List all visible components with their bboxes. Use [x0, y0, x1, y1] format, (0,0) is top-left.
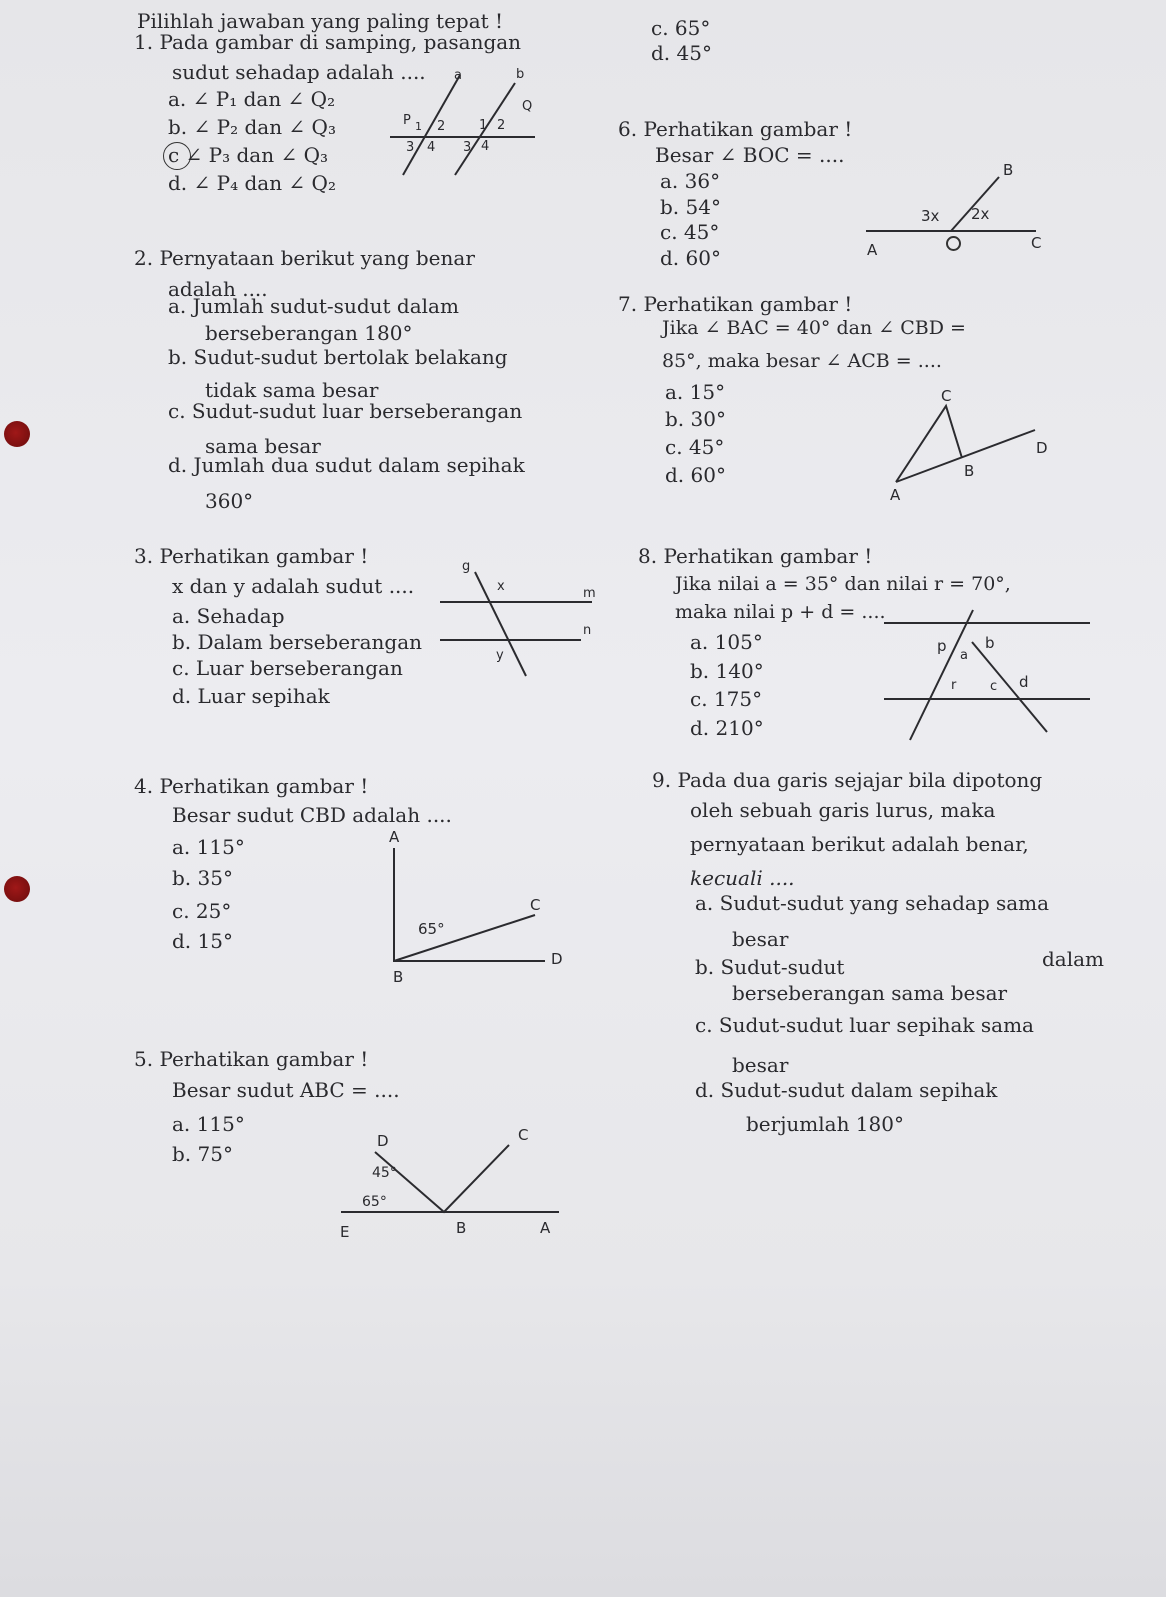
q7-option-b: b. 30° [665, 407, 726, 431]
q9-option-c-cont: besar [732, 1053, 789, 1077]
q5-option-a: a. 115° [172, 1112, 245, 1136]
q5-label-d: D [377, 1132, 389, 1150]
q6-label-c: C [1031, 234, 1042, 252]
q4-label-b: B [393, 968, 404, 986]
q2-option-d-cont: 360° [205, 489, 254, 513]
q5-stem: 5. Perhatikan gambar ! [134, 1047, 369, 1071]
q2-option-c-cont: sama besar [205, 434, 321, 458]
q7-label-b: B [964, 462, 975, 480]
q3-label-y: y [496, 648, 504, 663]
q3-option-b: b. Dalam berseberangan [172, 630, 423, 654]
q1-angle-label: 4 [427, 140, 436, 155]
q4-option-d: d. 15° [172, 929, 233, 953]
q2-option-b-cont: tidak sama besar [205, 378, 379, 402]
q7-option-d: d. 60° [665, 463, 726, 487]
q4-angle-65: 65° [418, 920, 445, 938]
q7-stem: Jika ∠ BAC = 40° dan ∠ CBD = [662, 317, 966, 339]
q9-stem: kecuali .... [690, 866, 795, 890]
q4-label-c: C [530, 896, 541, 914]
q3-option-a: a. Sehadap [172, 604, 285, 628]
q7-option-c: c. 45° [665, 435, 725, 459]
q1-option-c: c ∠ P₃ dan ∠ Q₃ [168, 143, 328, 167]
q9-option-d: d. Sudut-sudut dalam sepihak [695, 1078, 998, 1102]
q9-option-b-word: dalam [1042, 947, 1105, 971]
q8-label-c: c [990, 679, 998, 694]
q2-stem: adalah .... [168, 277, 268, 301]
q1-angle-label: 4 [481, 139, 490, 154]
q1-option-b: b. ∠ P₂ dan ∠ Q₃ [168, 115, 336, 139]
q7-stem: 7. Perhatikan gambar ! [618, 292, 853, 316]
q6-label-3x: 3x [921, 207, 940, 225]
q3-option-c: c. Luar berseberangan [172, 656, 403, 680]
q7-label-d: D [1036, 439, 1048, 457]
q8-label-b: b [985, 634, 995, 652]
q6-option-a: a. 36° [660, 169, 721, 193]
q1-angle-label: 2 [497, 118, 506, 133]
q5-label-b: B [456, 1219, 467, 1237]
q6-option-c: c. 45° [660, 220, 720, 244]
q7-option-a: a. 15° [665, 380, 726, 404]
q1-angle-label: 3 [463, 140, 472, 155]
q5-angle-45: 45° [372, 1165, 397, 1181]
q4-option-b: b. 35° [172, 866, 233, 890]
q9-option-b: b. Sudut-sudut [695, 955, 845, 979]
q8-option-d: d. 210° [690, 716, 764, 740]
q6-label-2x: 2x [971, 205, 990, 223]
q5-stem: Besar sudut ABC = .... [172, 1078, 400, 1102]
q6-option-b: b. 54° [660, 195, 721, 219]
q9-stem: 9. Pada dua garis sejajar bila dipotong [652, 768, 1043, 792]
q8-option-c: c. 175° [690, 687, 763, 711]
q4-option-c: c. 25° [172, 899, 232, 923]
q1-angle-label: 3 [406, 140, 415, 155]
prev-option-d: d. 45° [651, 41, 712, 65]
q8-stem: Jika nilai a = 35° dan nilai r = 70°, [675, 573, 1011, 595]
q2-option-a-cont: berseberangan 180° [205, 321, 413, 345]
q6-label-b: B [1003, 161, 1014, 179]
q8-stem: 8. Perhatikan gambar ! [638, 544, 873, 568]
q8-label-p: p [937, 637, 947, 655]
q1-angle-label: 1 [415, 120, 422, 133]
q3-label-x: x [497, 579, 505, 594]
q1-stem: 1. Pada gambar di samping, pasangan [134, 30, 522, 54]
q8-option-a: a. 105° [690, 630, 763, 654]
q9-stem: pernyataan berikut adalah benar, [690, 832, 1029, 856]
q7-label-a: A [890, 486, 901, 504]
q6-label-a: A [867, 241, 878, 259]
q5-label-a: A [540, 1219, 551, 1237]
q3-option-d: d. Luar sepihak [172, 684, 330, 708]
q8-label-r: r [951, 678, 957, 693]
q1-angle-label: 2 [437, 119, 446, 134]
q4-option-a: a. 115° [172, 835, 245, 859]
q6-stem: Besar ∠ BOC = .... [655, 143, 845, 167]
q7-label-c: C [941, 387, 952, 405]
q5-label-c: C [518, 1126, 529, 1144]
q3-stem: x dan y adalah sudut .... [172, 574, 415, 598]
q5-label-e: E [340, 1223, 350, 1241]
q1-label-a: a [454, 68, 462, 83]
q9-option-d-cont: berjumlah 180° [746, 1112, 904, 1136]
q3-label-g: g [462, 559, 471, 574]
prev-option-c: c. 65° [651, 16, 711, 40]
q1-option-d: d. ∠ P₄ dan ∠ Q₂ [168, 171, 336, 195]
q4-stem: 4. Perhatikan gambar ! [134, 774, 369, 798]
q9-option-b-cont: berseberangan sama besar [732, 981, 1008, 1005]
q4-label-a: A [389, 828, 400, 846]
q6-stem: 6. Perhatikan gambar ! [618, 117, 853, 141]
q9-option-c: c. Sudut-sudut luar sepihak sama [695, 1013, 1034, 1037]
q5-angle-65: 65° [362, 1194, 387, 1210]
q3-label-n: n [583, 623, 592, 638]
q1-stem: sudut sehadap adalah .... [172, 60, 426, 84]
q1-label-b: b [516, 67, 525, 82]
q9-option-a: a. Sudut-sudut yang sehadap sama [695, 891, 1050, 915]
q7-stem: 85°, maka besar ∠ ACB = .... [662, 350, 942, 372]
instruction-header: Pilihlah jawaban yang paling tepat ! [137, 9, 504, 33]
q2-option-d: d. Jumlah dua sudut dalam sepihak [168, 453, 525, 477]
q8-stem: maka nilai p + d = .... [675, 601, 886, 623]
q2-option-b: b. Sudut-sudut bertolak belakang [168, 345, 508, 369]
q2-option-c: c. Sudut-sudut luar berseberangan [168, 399, 523, 423]
q1-label-p: P [403, 113, 411, 128]
q4-label-d: D [551, 950, 563, 968]
q8-label-d: d [1019, 673, 1029, 691]
q3-stem: 3. Perhatikan gambar ! [134, 544, 369, 568]
q9-option-a-cont: besar [732, 927, 789, 951]
q9-stem: oleh sebuah garis lurus, maka [690, 798, 996, 822]
q5-option-b: b. 75° [172, 1142, 233, 1166]
q2-option-a: a. Jumlah sudut-sudut dalam [168, 294, 459, 318]
q8-option-b: b. 140° [690, 659, 764, 683]
q4-stem: Besar sudut CBD adalah .... [172, 803, 452, 827]
q3-label-m: m [583, 586, 596, 601]
q1-angle-label: 1 [479, 118, 488, 133]
q1-option-a: a. ∠ P₁ dan ∠ Q₂ [168, 87, 336, 111]
q2-stem: 2. Pernyataan berikut yang benar [134, 246, 475, 270]
q1-label-q: Q [522, 99, 533, 114]
q8-label-a: a [960, 648, 968, 663]
q6-option-d: d. 60° [660, 246, 721, 270]
